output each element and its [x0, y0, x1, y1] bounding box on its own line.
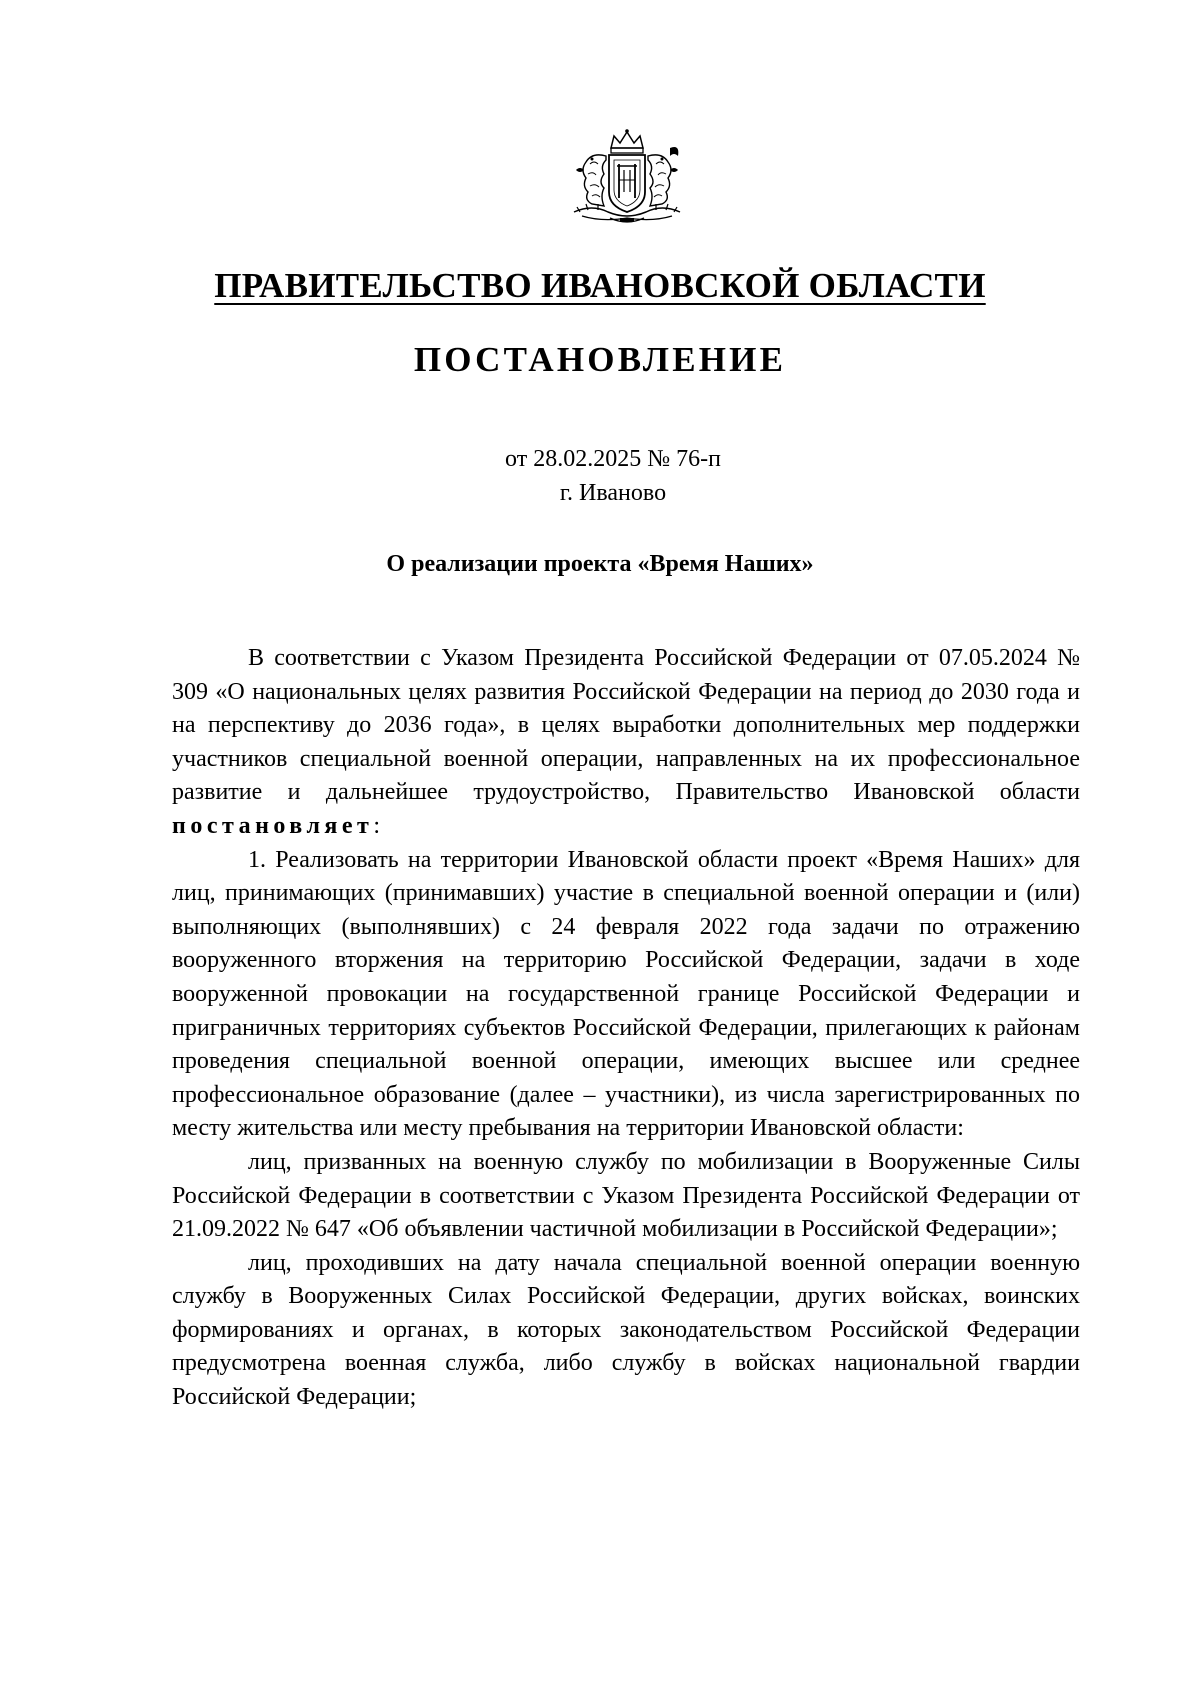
government-name-text: ПРАВИТЕЛЬСТВО ИВАНОВСКОЙ ОБЛАСТИ: [214, 266, 986, 305]
document-subject: О реализации проекта «Время Наших»: [386, 551, 814, 577]
decree-word: постановляет: [172, 812, 374, 839]
decree-colon: :: [373, 812, 380, 839]
point-1-paragraph: 1. Реализовать на территории Ивановской области проект «Время Наших» для лиц, принимающих (принимавших) участие в специальной военной операции и (или) выполняющих (выполнявших) с 24 февраля 2022 года задачи по отражению вооруженного вторжения на территорию Российской Федерации, задачи в ходе вооруженной провокации на государственной границе Российской Федерации и приграничных территориях субъектов Российской Федерации, прилегающих к районам проведения специальной военной операции, имеющих высшее или среднее профессиональное образование (далее – участники), из числа зарегистрированных по месту жительства или месту пребывания на территории Ивановской области:: [172, 846, 1080, 1142]
preamble-paragraph: [172, 642, 1080, 844]
preamble-text: В соответствии с Указом Президента Российской Федерации от 07.05.2024 № 309 «О национальных целях развития Российской Федерации на период до 2030 года и на перспективу до 2036 года», в целях выработки дополнительных мер поддержки участников специальной военной операции, направленных на их профессиональное развитие и дальнейшее трудоустройство, Правительство Ивановской области: [172, 645, 1080, 806]
document-body: [172, 642, 1080, 1415]
item-servicemen-paragraph: лиц, проходивших на дату начала специальной военной операции военную службу в Вооруженных Силах Российской Федерации, других войсках, воинских формированиях и органах, в которых законодательством Российской Федерации предусмотрена военная служба, либо службу в войсках национальной гвардии Российской Федерации;: [172, 1249, 1080, 1411]
government-name: [0, 266, 1200, 306]
document-city: г. Иваново: [559, 480, 667, 506]
document-date-number: от 28.02.2025 № 76-п: [505, 446, 721, 472]
document-type: ПОСТАНОВЛЕНИЕ: [413, 340, 787, 379]
ivanovo-coat-of-arms-icon: [562, 126, 692, 230]
item-mobilized-paragraph: лиц, призванных на военную службу по мобилизации в Вооруженные Силы Российской Федерации в соответствии с Указом Президента Российской Федерации от 21.09.2022 № 647 «Об объявлении частичной мобилизации в Российской Федерации»;: [172, 1148, 1080, 1243]
